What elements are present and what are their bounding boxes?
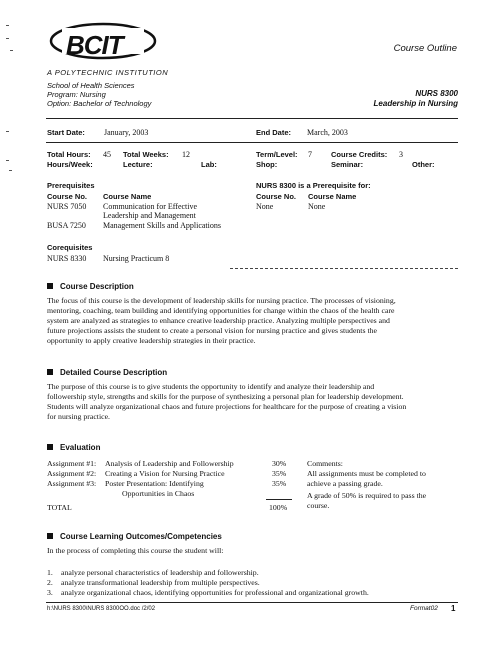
text-line: system are analyzed as strategies to enhance creative leadership practice. Analyzing multiple perspectives and (47, 316, 390, 325)
section-bullet-icon (47, 444, 53, 450)
other-label: Other: (412, 160, 435, 169)
total-weeks-label: Total Weeks: (123, 150, 169, 159)
section-heading-text: Course Learning Outcomes/Competencies (60, 532, 222, 541)
course-title: Leadership in Nursing (373, 99, 458, 108)
outcome-num: 1. (47, 568, 53, 577)
comment-line: A grade of 50% is required to pass the (307, 491, 427, 500)
end-date-value: March, 2003 (307, 128, 348, 137)
section-bullet-icon (47, 533, 53, 539)
term-label: Term/Level: (256, 150, 298, 159)
eval-label: Assignment #1: (47, 459, 97, 468)
eval-title: Poster Presentation: Identifying (105, 479, 204, 488)
outcome-num: 2. (47, 578, 53, 587)
coreq-no: NURS 8330 (47, 254, 87, 263)
eval-title-cont: Opportunities in Chaos (122, 489, 195, 498)
section-bullet-icon (47, 369, 53, 375)
outcome-text: analyze transformational leadership from multiple perspectives. (61, 578, 260, 587)
is-prereq-no: None (256, 202, 274, 211)
prereq-row-no: NURS 7050 (47, 202, 87, 211)
text-line: opportunity to apply creative leadership strategies in their practice. (47, 336, 256, 345)
credits-value: 3 (399, 150, 403, 159)
outcome-num: 3. (47, 588, 53, 597)
start-date-value: January, 2003 (104, 128, 149, 137)
option: Option: Bachelor of Technology (47, 99, 152, 108)
footer-format: Format02 (410, 605, 438, 612)
eval-total-pct: 100% (269, 503, 288, 512)
prereq-row-name-cont: Leadership and Management (103, 211, 196, 220)
eval-title: Creating a Vision for Nursing Practice (105, 469, 225, 478)
is-prereq-name: None (308, 202, 326, 211)
is-prereq-heading: NURS 8300 is a Prerequisite for: (256, 181, 371, 190)
total-hours-label: Total Hours: (47, 150, 91, 159)
detailed-description-heading (47, 368, 167, 377)
prereq-col-no: Course No. (47, 192, 88, 201)
crop-mark (6, 38, 9, 39)
tagline: A POLYTECHNIC INSTITUTION (47, 68, 169, 77)
prereq-row-name: Communication for Effective (103, 202, 198, 211)
dates-rule (46, 142, 458, 143)
seminar-label: Seminar: (331, 160, 364, 169)
shop-label: Shop: (256, 160, 278, 169)
page-number: 1 (451, 604, 456, 613)
eval-total-label: TOTAL (47, 503, 72, 512)
logo-text: BCIT (66, 30, 123, 60)
section-bullet-icon (47, 283, 53, 289)
detailed-description-text (47, 382, 472, 422)
document-type: Course Outline (393, 43, 457, 54)
prereq-col-name: Course Name (103, 192, 152, 201)
lab-label: Lab: (201, 160, 217, 169)
comments-label: Comments: (307, 459, 343, 468)
prereq-row-name: Management Skills and Applications (103, 221, 221, 230)
comment-line: achieve a passing grade. (307, 479, 383, 488)
coreq-heading: Corequisites (47, 243, 93, 252)
total-rule (266, 499, 292, 500)
course-description-heading (47, 282, 134, 291)
school: School of Health Sciences (47, 81, 135, 90)
comment-line: All assignments must be completed to (307, 469, 426, 478)
credits-label: Course Credits: (331, 150, 388, 159)
section-heading-text: Course Description (60, 282, 134, 291)
eval-label: Assignment #2: (47, 469, 97, 478)
prereq-row-no: BUSA 7250 (47, 221, 86, 230)
comment-line: course. (307, 501, 330, 510)
eval-pct: 30% (272, 459, 287, 468)
program: Program: Nursing (47, 90, 106, 99)
eval-pct: 35% (272, 479, 287, 488)
course-code: NURS 8300 (415, 89, 458, 98)
dashed-rule (230, 268, 458, 269)
total-hours-value: 45 (103, 150, 111, 159)
crop-mark (9, 170, 12, 171)
text-line: The focus of this course is the development of leadership skills for nursing practice. The processes of visioning, (47, 296, 396, 305)
text-line: followership style, strengths and skills for the purpose of synthesizing a personal plan for leadership development. (47, 392, 404, 401)
footer-file: h:\NURS 8300\NURS 8300OO.doc /2/02 (47, 606, 156, 612)
outcomes-heading (47, 532, 222, 541)
course-description-text (47, 296, 467, 346)
text-line: mentoring, coaching, team building and identifying opportunities for change within the chaos of the health care (47, 306, 395, 315)
term-value: 7 (308, 150, 312, 159)
total-weeks-value: 12 (182, 150, 190, 159)
crop-mark (10, 50, 13, 51)
outcome-text: analyze organizational chaos, identifying opportunities for professional and organizational growth. (61, 588, 369, 597)
hours-week-label: Hours/Week: (47, 160, 93, 169)
eval-pct: 35% (272, 469, 287, 478)
crop-mark (6, 160, 9, 161)
eval-title: Analysis of Leadership and Followership (105, 459, 234, 468)
crop-mark (6, 131, 9, 132)
footer-rule (46, 602, 458, 603)
section-heading-text: Evaluation (60, 443, 101, 452)
evaluation-heading (47, 443, 100, 452)
text-line: for nursing practice. (47, 412, 110, 421)
end-date-label: End Date: (256, 128, 292, 137)
text-line: The purpose of this course is to give students the opportunity to identify and analyze their leadership and (47, 382, 375, 391)
text-line: Students will analyze organizational chaos and future projections for healthcare for the purpose of creating a vision (47, 402, 407, 411)
lecture-label: Lecture: (123, 160, 153, 169)
header-rule (46, 118, 458, 119)
section-heading-text: Detailed Course Description (60, 368, 168, 377)
is-prereq-col-no: Course No. (256, 192, 297, 201)
outcomes-intro: In the process of completing this course the student will: (47, 546, 224, 555)
is-prereq-col-name: Course Name (308, 192, 357, 201)
coreq-name: Nursing Practicum 8 (103, 254, 170, 263)
prereq-heading: Prerequisites (47, 181, 95, 190)
outcome-text: analyze personal characteristics of leadership and followership. (61, 568, 259, 577)
bcit-logo (48, 16, 168, 66)
text-line: future projections assists the student to create a personal vision for nursing practice and gives students the (47, 326, 377, 335)
eval-label: Assignment #3: (47, 479, 97, 488)
start-date-label: Start Date: (47, 128, 85, 137)
crop-mark (6, 25, 9, 26)
